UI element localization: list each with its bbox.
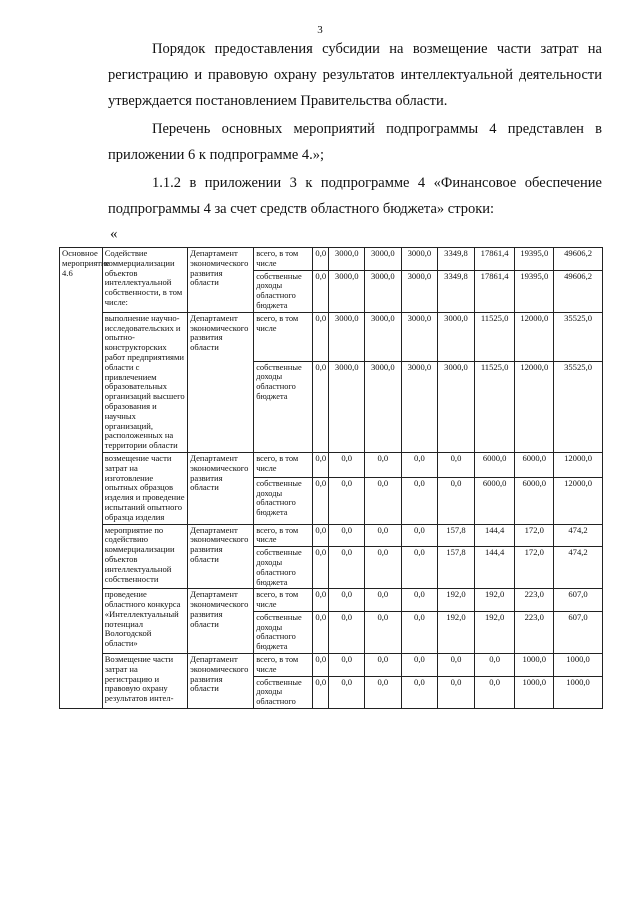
amount-cell: 0,0	[313, 611, 329, 653]
amount-cell: 157,8	[438, 524, 475, 547]
amount-cell: 0,0	[438, 654, 475, 677]
table-row	[60, 524, 603, 547]
amount-cell: 1000,0	[554, 676, 603, 708]
amount-cell: 0,0	[365, 654, 402, 677]
funding-source-cell: всего, в том числе	[254, 524, 313, 547]
amount-cell: 12000,0	[515, 361, 554, 452]
amount-cell: 0,0	[313, 524, 329, 547]
amount-cell: 1000,0	[515, 654, 554, 677]
paragraph-appendix-reference	[108, 170, 602, 222]
amount-cell: 0,0	[365, 547, 402, 589]
amount-cell: 11525,0	[474, 312, 515, 361]
amount-cell: 0,0	[438, 477, 475, 524]
amount-cell: 3349,8	[438, 248, 475, 271]
activity-name-cell: возмещение части затрат на изготовление опытных образцов изделия и проведение испытаний опытного образца изделия	[102, 452, 187, 524]
responsible-dept-cell: Департамент экономического развития области	[188, 248, 254, 313]
funding-source-cell: собственные доходы областного бюджета	[254, 361, 313, 452]
activity-name-cell: выполнение научно-исследовательских и опытно-конструкторских работ предприятиями области с привлечением образовательных организаций высшего образования и научных организаций, расположенных на территории области	[102, 312, 187, 452]
amount-cell: 0,0	[365, 452, 402, 477]
amount-cell: 0,0	[329, 452, 365, 477]
amount-cell: 0,0	[329, 654, 365, 677]
amount-cell: 172,0	[515, 524, 554, 547]
activity-name-cell: Возмещение части затрат на регистрацию и правовую охрану результатов интел-	[102, 654, 187, 709]
amount-cell: 192,0	[474, 589, 515, 612]
amount-cell: 17861,4	[474, 270, 515, 312]
amount-cell: 1000,0	[515, 676, 554, 708]
amount-cell: 172,0	[515, 547, 554, 589]
amount-cell: 3000,0	[401, 248, 438, 271]
amount-cell: 0,0	[401, 611, 438, 653]
amount-cell: 12000,0	[554, 452, 603, 477]
activity-name-cell: мероприятие по содействию коммерциализации объектов интеллектуальной собственности	[102, 524, 187, 589]
amount-cell: 3000,0	[365, 312, 402, 361]
amount-cell: 0,0	[401, 524, 438, 547]
amount-cell: 6000,0	[515, 452, 554, 477]
amount-cell: 19395,0	[515, 270, 554, 312]
amount-cell: 0,0	[474, 654, 515, 677]
amount-cell: 0,0	[438, 452, 475, 477]
responsible-dept-cell: Департамент экономического развития области	[188, 654, 254, 709]
amount-cell: 1000,0	[554, 654, 603, 677]
amount-cell: 0,0	[365, 611, 402, 653]
funding-source-cell: собственные доходы областного бюджета	[254, 270, 313, 312]
amount-cell: 0,0	[329, 524, 365, 547]
responsible-dept-cell: Департамент экономического развития области	[188, 589, 254, 654]
responsible-dept-cell: Департамент экономического развития области	[188, 312, 254, 452]
amount-cell: 35525,0	[554, 312, 603, 361]
amount-cell: 223,0	[515, 611, 554, 653]
amount-cell: 0,0	[313, 676, 329, 708]
table-row	[60, 248, 603, 271]
amount-cell: 192,0	[438, 611, 475, 653]
activity-name-cell: проведение областного конкурса «Интеллектуальный потенциал Вологодской области»	[102, 589, 187, 654]
amount-cell: 12000,0	[554, 477, 603, 524]
amount-cell: 6000,0	[474, 477, 515, 524]
amount-cell: 3000,0	[329, 312, 365, 361]
paragraph-text: 1.1.2 в приложении 3 к подпрограмме 4 «Финансовое обеспечение подпрограммы 4 за счет средств областного бюджета» строки:	[108, 175, 602, 217]
amount-cell: 0,0	[313, 589, 329, 612]
amount-cell: 49606,2	[554, 270, 603, 312]
funding-source-cell: собственные доходы областного	[254, 676, 313, 708]
amount-cell: 0,0	[438, 676, 475, 708]
amount-cell: 0,0	[313, 248, 329, 271]
paragraph-activities-list	[108, 116, 602, 168]
activity-code-cell: Основное мероприятие 4.6	[60, 248, 103, 709]
amount-cell: 0,0	[401, 452, 438, 477]
funding-source-cell: собственные доходы областного бюджета	[254, 547, 313, 589]
amount-cell: 0,0	[401, 676, 438, 708]
amount-cell: 3000,0	[438, 361, 475, 452]
amount-cell: 474,2	[554, 547, 603, 589]
amount-cell: 0,0	[365, 524, 402, 547]
opening-quote-mark: «	[110, 226, 118, 242]
amount-cell: 3000,0	[365, 270, 402, 312]
amount-cell: 6000,0	[474, 452, 515, 477]
amount-cell: 0,0	[313, 270, 329, 312]
amount-cell: 0,0	[329, 477, 365, 524]
amount-cell: 3000,0	[401, 312, 438, 361]
page-number: 3	[317, 24, 323, 36]
amount-cell: 0,0	[365, 477, 402, 524]
funding-source-cell: собственные доходы областного бюджета	[254, 611, 313, 653]
amount-cell: 3000,0	[329, 270, 365, 312]
amount-cell: 0,0	[401, 589, 438, 612]
table-row	[60, 452, 603, 477]
amount-cell: 0,0	[313, 547, 329, 589]
paragraph-text: Перечень основных мероприятий подпрограммы 4 представлен в приложении 6 к подпрограмме 4.»;	[108, 121, 602, 163]
table-row	[60, 589, 603, 612]
amount-cell: 607,0	[554, 611, 603, 653]
amount-cell: 192,0	[438, 589, 475, 612]
amount-cell: 3000,0	[329, 248, 365, 271]
amount-cell: 607,0	[554, 589, 603, 612]
amount-cell: 0,0	[329, 611, 365, 653]
amount-cell: 157,8	[438, 547, 475, 589]
amount-cell: 0,0	[401, 654, 438, 677]
amount-cell: 192,0	[474, 611, 515, 653]
amount-cell: 3000,0	[329, 361, 365, 452]
amount-cell: 144,4	[474, 547, 515, 589]
amount-cell: 0,0	[313, 361, 329, 452]
paragraph-text: Порядок предоставления субсидии на возмещение части затрат на регистрацию и правовую охрану результатов интеллектуальной деятельности утверждается постановлением Правительства области.	[108, 41, 602, 109]
amount-cell: 35525,0	[554, 361, 603, 452]
funding-source-cell: всего, в том числе	[254, 452, 313, 477]
amount-cell: 0,0	[474, 676, 515, 708]
funding-source-cell: всего, в том числе	[254, 248, 313, 271]
amount-cell: 0,0	[313, 312, 329, 361]
amount-cell: 0,0	[401, 547, 438, 589]
amount-cell: 0,0	[329, 589, 365, 612]
funding-source-cell: собственные доходы областного бюджета	[254, 477, 313, 524]
amount-cell: 6000,0	[515, 477, 554, 524]
amount-cell: 49606,2	[554, 248, 603, 271]
amount-cell: 0,0	[329, 676, 365, 708]
amount-cell: 3000,0	[401, 361, 438, 452]
responsible-dept-cell: Департамент экономического развития области	[188, 452, 254, 524]
amount-cell: 0,0	[365, 589, 402, 612]
amount-cell: 144,4	[474, 524, 515, 547]
amount-cell: 0,0	[313, 477, 329, 524]
table-row	[60, 654, 603, 677]
amount-cell: 0,0	[313, 654, 329, 677]
financing-table	[59, 247, 603, 709]
amount-cell: 0,0	[401, 477, 438, 524]
table-row	[60, 312, 603, 361]
amount-cell: 17861,4	[474, 248, 515, 271]
funding-source-cell: всего, в том числе	[254, 312, 313, 361]
amount-cell: 3000,0	[438, 312, 475, 361]
amount-cell: 3000,0	[365, 361, 402, 452]
responsible-dept-cell: Департамент экономического развития области	[188, 524, 254, 589]
amount-cell: 19395,0	[515, 248, 554, 271]
amount-cell: 3000,0	[365, 248, 402, 271]
amount-cell: 3349,8	[438, 270, 475, 312]
amount-cell: 12000,0	[515, 312, 554, 361]
amount-cell: 0,0	[313, 452, 329, 477]
activity-name-cell: Содействие коммерциализации объектов интеллектуальной собственности, в том числе:	[102, 248, 187, 313]
funding-source-cell: всего, в том числе	[254, 589, 313, 612]
amount-cell: 3000,0	[401, 270, 438, 312]
funding-source-cell: всего, в том числе	[254, 654, 313, 677]
amount-cell: 0,0	[365, 676, 402, 708]
paragraph-subsidy-procedure	[108, 36, 602, 114]
amount-cell: 223,0	[515, 589, 554, 612]
amount-cell: 474,2	[554, 524, 603, 547]
amount-cell: 0,0	[329, 547, 365, 589]
amount-cell: 11525,0	[474, 361, 515, 452]
